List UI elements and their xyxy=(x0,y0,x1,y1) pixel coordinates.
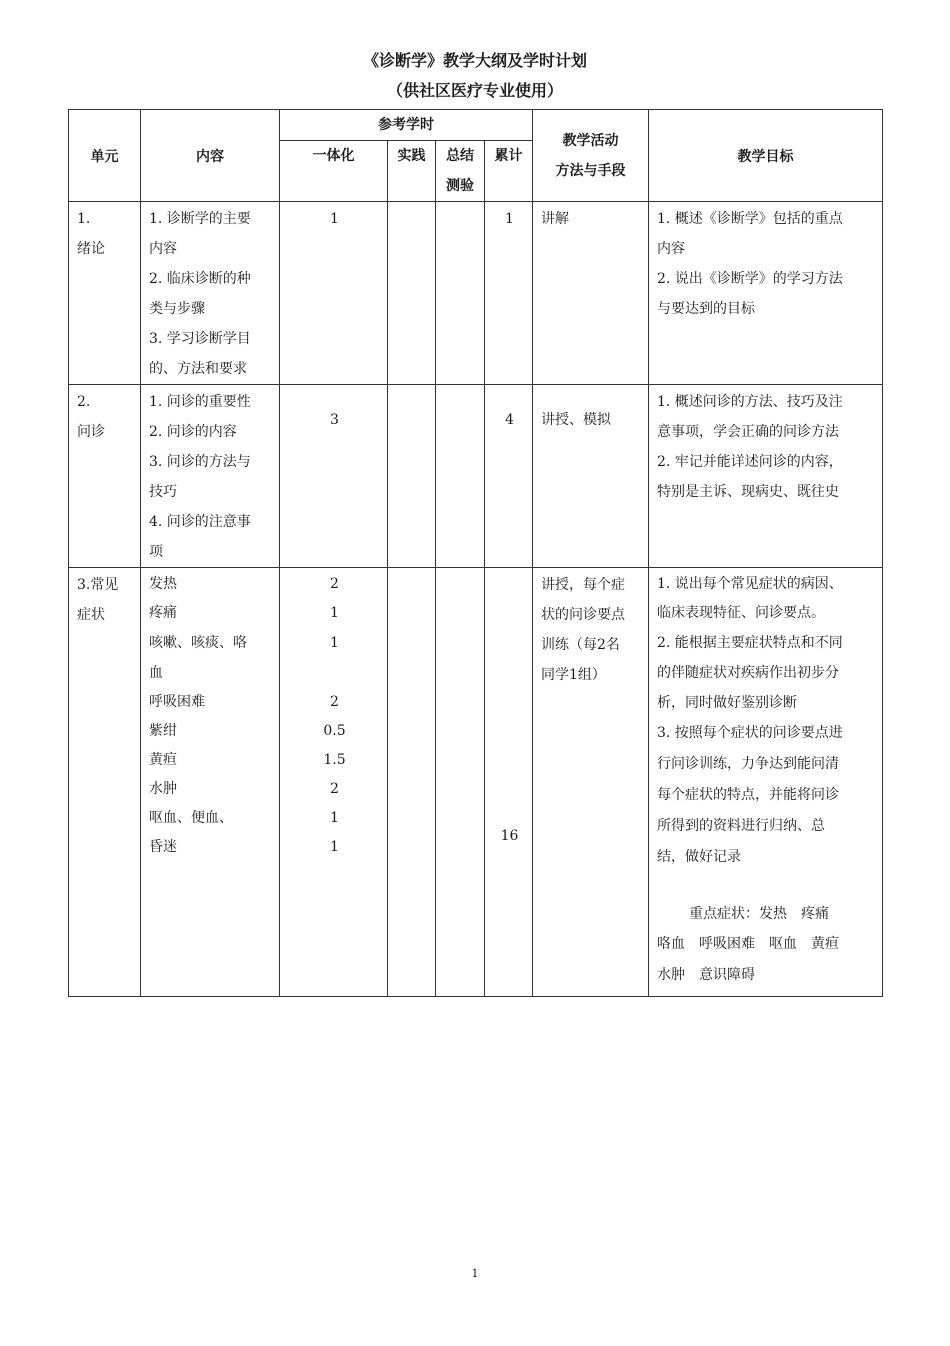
goal-line: 1. 说出每个常见症状的病因、 xyxy=(657,576,843,592)
integrated-hours: 1 xyxy=(330,605,339,621)
content-line: 4. 问诊的注意事 xyxy=(149,514,251,530)
integrated-hours: 0.5 xyxy=(323,723,346,739)
goal-line: 与要达到的目标 xyxy=(657,301,755,317)
document-subtitle: （供社区医疗专业使用） xyxy=(386,81,563,100)
header-practice: 实践 xyxy=(388,141,436,202)
unit-name: 绪论 xyxy=(77,241,105,257)
content-cell xyxy=(141,385,280,568)
header-cumulative: 累计 xyxy=(485,141,533,202)
goal-line: 行问诊训练，力争达到能问清 xyxy=(657,756,839,772)
content-line: 水肿 xyxy=(149,781,177,797)
test-cell xyxy=(436,202,485,385)
unit-name: 问诊 xyxy=(77,424,105,440)
method-line: 讲授，每个症 xyxy=(541,577,625,593)
method-cell xyxy=(533,385,649,568)
header-method-line1: 教学活动 xyxy=(562,132,619,149)
content-line: 血 xyxy=(149,665,163,681)
header-summary-line2: 测验 xyxy=(446,178,474,194)
content-cell xyxy=(141,202,280,385)
test-cell xyxy=(436,568,485,997)
content-cell xyxy=(141,568,280,997)
cumulative-hours: 16 xyxy=(500,828,519,844)
goal-line: 1. 概述《诊断学》包括的重点 xyxy=(657,211,843,227)
content-line: 发热 xyxy=(149,576,177,592)
method-line: 同学1组） xyxy=(541,667,606,683)
content-line: 昏迷 xyxy=(149,839,177,855)
unit-number: 1. xyxy=(77,211,91,227)
goal-cell xyxy=(649,385,883,568)
content-line: 2. 问诊的内容 xyxy=(149,424,237,440)
goal-line: 2. 能根据主要症状特点和不同 xyxy=(657,635,843,651)
unit-cell xyxy=(69,202,141,385)
unit-number: 2. xyxy=(77,394,91,410)
content-line: 项 xyxy=(149,544,163,560)
table-row xyxy=(69,385,883,568)
unit-cell xyxy=(69,568,141,997)
cumulative-cell xyxy=(485,385,533,568)
integrated-hours: 1.5 xyxy=(323,752,346,768)
unit-name: 症状 xyxy=(77,607,105,623)
integrated-hours: 2 xyxy=(330,694,339,710)
content-line: 疼痛 xyxy=(149,605,177,621)
document-title: 《诊断学》教学大纲及学时计划 xyxy=(362,51,587,70)
goal-line: 结，做好记录 xyxy=(657,849,741,865)
content-line: 内容 xyxy=(149,241,177,257)
cumulative-hours: 4 xyxy=(505,412,514,428)
content-line: 1. 问诊的重要性 xyxy=(149,394,251,410)
goal-line: 意事项，学会正确的问诊方法 xyxy=(657,424,839,440)
goal-line: 2. 牢记并能详述问诊的内容， xyxy=(657,454,843,470)
goal-line: 内容 xyxy=(657,241,685,257)
goal-line: 临床表现特征、问诊要点。 xyxy=(657,605,825,621)
practice-cell xyxy=(388,385,436,568)
key-symptoms-line: 重点症状：发热 疼痛 xyxy=(689,906,829,922)
goal-line: 析，同时做好鉴别诊断 xyxy=(657,695,797,711)
table-row xyxy=(69,202,883,385)
table-row xyxy=(69,568,883,997)
header-method-line2: 方法与手段 xyxy=(555,162,626,179)
unit-cell xyxy=(69,385,141,568)
page-number: 1 xyxy=(471,1267,479,1280)
goal-cell xyxy=(649,202,883,385)
goal-line: 特别是主诉、现病史、既往史 xyxy=(657,484,839,500)
cumulative-cell xyxy=(485,202,533,385)
header-content: 内容 xyxy=(141,110,280,202)
header-unit: 单元 xyxy=(69,110,141,202)
goal-line: 所得到的资料进行归纳、总 xyxy=(657,818,825,834)
content-line: 3. 问诊的方法与 xyxy=(149,454,251,470)
content-line: 技巧 xyxy=(149,484,177,500)
content-line: 呕血、便血、 xyxy=(149,810,233,826)
goal-line: 的伴随症状对疾病作出初步分 xyxy=(657,665,839,681)
syllabus-table xyxy=(68,109,883,997)
content-line: 类与步骤 xyxy=(149,301,205,317)
method-line: 训练（每2名 xyxy=(541,637,620,653)
key-symptoms-line: 咯血 呼吸困难 呕血 黄疸 xyxy=(657,936,839,952)
integrated-hours: 1 xyxy=(330,810,339,826)
integrated-hours: 2 xyxy=(330,781,339,797)
integrated-hours-cell xyxy=(280,568,388,997)
header-method xyxy=(533,110,649,202)
unit-number: 3.常见 xyxy=(77,577,119,593)
integrated-hours: 1 xyxy=(330,635,339,651)
goal-cell xyxy=(649,568,883,997)
key-symptoms-line: 水肿 意识障碍 xyxy=(657,967,755,983)
goal-line: 2. 说出《诊断学》的学习方法 xyxy=(657,271,843,287)
header-row-1 xyxy=(69,110,883,141)
header-goal: 教学目标 xyxy=(649,110,883,202)
integrated-hours: 2 xyxy=(330,576,339,592)
method-cell xyxy=(533,568,649,997)
content-line: 1. 诊断学的主要 xyxy=(149,211,251,227)
integrated-hours-cell xyxy=(280,385,388,568)
content-line: 咳嗽、咳痰、咯 xyxy=(149,635,247,651)
goal-line: 1. 概述问诊的方法、技巧及注 xyxy=(657,394,843,410)
method-line: 讲授、模拟 xyxy=(541,412,611,428)
content-line: 3. 学习诊断学目 xyxy=(149,331,251,347)
integrated-hours-cell xyxy=(280,202,388,385)
content-line: 的、方法和要求 xyxy=(149,361,247,377)
integrated-hours: 3 xyxy=(330,412,339,428)
practice-cell xyxy=(388,202,436,385)
test-cell xyxy=(436,385,485,568)
header-summary-test xyxy=(436,141,485,202)
header-integrated: 一体化 xyxy=(280,141,388,202)
content-line: 紫绀 xyxy=(149,723,177,739)
method-line: 状的问诊要点 xyxy=(541,607,625,623)
integrated-hours: 1 xyxy=(330,839,339,855)
method-cell xyxy=(533,202,649,385)
goal-line: 每个症状的特点，并能将问诊 xyxy=(657,787,839,803)
goal-line: 3. 按照每个症状的问诊要点进 xyxy=(657,725,843,741)
integrated-hours: 1 xyxy=(330,211,339,227)
content-line: 黄疸 xyxy=(149,752,177,768)
integrated-hours xyxy=(288,658,381,688)
content-line: 呼吸困难 xyxy=(149,694,205,710)
cumulative-cell xyxy=(485,568,533,997)
header-summary-line1: 总结 xyxy=(446,148,474,164)
content-line: 2. 临床诊断的种 xyxy=(149,271,251,287)
practice-cell xyxy=(388,568,436,997)
method-line: 讲解 xyxy=(541,211,569,227)
header-ref-hours: 参考学时 xyxy=(280,110,533,141)
cumulative-hours: 1 xyxy=(505,211,514,227)
